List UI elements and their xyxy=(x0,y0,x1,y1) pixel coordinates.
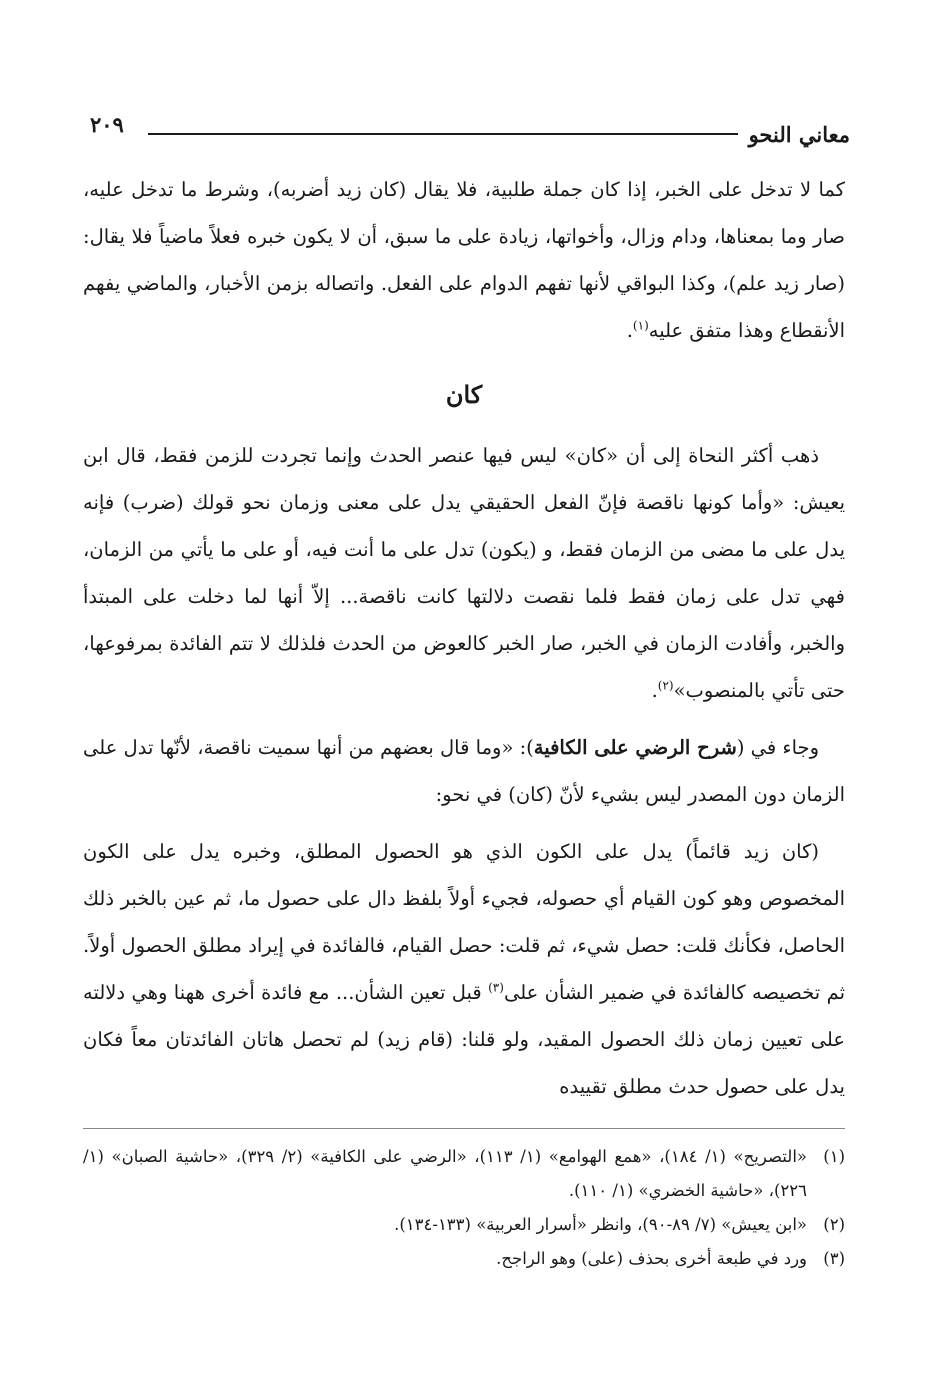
footnote-ref-3: (٣) xyxy=(488,980,504,995)
footnote-ref-1: (١) xyxy=(632,318,649,333)
header-rule xyxy=(148,133,738,135)
footnote-rule xyxy=(83,1128,845,1129)
paragraph-1-text: كما لا تدخل على الخبر، إذا كان جملة طلبية، فلا يقال (كان زيد أضربه)، وشرط ما تدخل عليه، صار وما بمعناها، ودام وزال، وأخواتها، زيادة على ما سبق، أن لا يكون خبره فعلاً ماضياً فلا يقال: (صار زيد علم)، وكذا البواقي لأنها تفهم الدوام على الفعل. واتصاله بزمن الأخبار، والماضي يفهم الأنقطاع وهذا متفق عليه xyxy=(83,178,845,342)
body-text xyxy=(83,166,845,1110)
paragraph-2-text: ذهب أكثر النحاة إلى أن «كان» ليس فيها عنصر الحدث وإنما تجردت للزمن فقط، قال ابن يعيش: «وأما كونها ناقصة فإنّ الفعل الحقيقي يدل على معنى وزمان نحو قولك (ضرب) فإنه يدل على ما مضى من الزمان فقط، و (يكون) تدل على ما أنت فيه، أو على ما يأتي من الزمان، فهي تدل على زمان فقط فلما نقصت دلالتها كانت ناقصة... إلاّ أنها لما دخلت على المبتدأ والخبر، وأفادت الزمان في الخبر، صار الخبر كالعوض من الحدث فلذلك لا تتم الفائدة بمرفوعها، حتى تأتي بالمنصوب» xyxy=(83,444,845,702)
footnotes xyxy=(83,1140,845,1276)
running-header xyxy=(90,112,850,152)
paragraph-3 xyxy=(83,724,845,818)
paragraph-4 xyxy=(83,828,845,1110)
paragraph-1 xyxy=(83,166,845,354)
footnote-text: «ابن يعيش» (٧/ ٨٩-٩٠)، وانظر «أسرار العربية» (١٣٣-١٣٤). xyxy=(394,1215,807,1234)
footnote-item xyxy=(83,1242,845,1276)
paragraph-gap xyxy=(83,714,845,724)
footnote-item xyxy=(83,1208,845,1242)
section-heading: كان xyxy=(445,380,483,409)
paragraph-2-end: . xyxy=(651,679,658,702)
paragraph-1-end: . xyxy=(626,319,633,342)
footnote-text: «التصريح» (١/ ١٨٤)، «همع الهوامع» (١/ ١١٣)، «الرضي على الكافية» (٢/ ٣٢٩)، «حاشية الصبان» (١/ ٢٢٦)، «حاشية الخضري» (١/ ١١٠). xyxy=(83,1147,807,1200)
footnote-item xyxy=(83,1140,845,1208)
page-number: ٢٠٩ xyxy=(90,112,124,137)
paragraph-2 xyxy=(83,432,845,714)
paragraph-4-text: (كان زيد قائماً) يدل على الكون الذي هو الحصول المطلق، وخبره يدل على الكون المخصوص وهو كون القيام أي حصوله، فجيء أولاً بلفظ دال على حصول ما، ثم عين بالخبر ذلك الحاصل، فكأنك قلت: حصل شيء، ثم قلت: حصل القيام، فالفائدة في إيراد مطلق الحصول أولاً. ثم تخصيصه كالفائدة في ضمير الشأن على xyxy=(83,840,846,1004)
footnote-number: (٣) xyxy=(823,1249,845,1268)
book-title: معاني النحو xyxy=(748,122,850,147)
cited-book-title: شرح الرضي على الكافية xyxy=(533,736,737,759)
footnote-text: ورد في طبعة أخرى بحذف (على) وهو الراجح. xyxy=(496,1249,807,1268)
footnote-number: (٢) xyxy=(823,1215,845,1234)
paragraph-3-rest: ): «وما قال بعضهم من أنها سميت ناقصة، لأنّها تدل على الزمان دون المصدر ليس بشيء لأنّ (كان) في نحو: xyxy=(83,736,845,806)
footnote-ref-2: (٢) xyxy=(657,678,674,693)
paragraph-gap xyxy=(83,818,845,828)
paragraph-4-rest: قبل تعين الشأن... مع فائدة أخرى ههنا وهي دلالته على تعيين زمان ذلك الحصول المقيد، ولو قلنا: (قام زيد) لم تحصل هاتان الفائدتان معاً فكان يدل على حصول حدث مطلق تقييده xyxy=(83,981,845,1098)
paragraph-3-start: وجاء في ( xyxy=(736,736,819,759)
footnote-number: (١) xyxy=(823,1147,845,1166)
